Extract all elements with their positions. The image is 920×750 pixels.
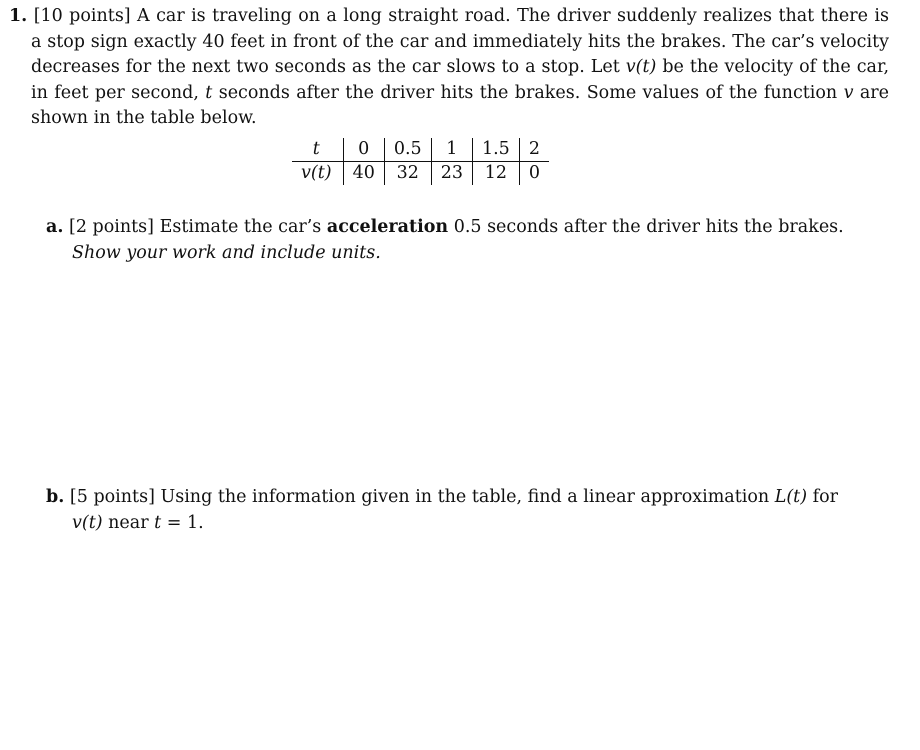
table-cell-v-4: 0	[519, 162, 549, 186]
table-cell-t-4: 2	[519, 138, 549, 162]
part-b-velocity-symbol: v(t)	[72, 512, 103, 533]
problem-text-1: A car is traveling on a long straight road. The driver suddenly realizes that there is a stop sign exactly 40 feet in front of the car and immediately hits the brakes. The car’s velocity decreases for the next two seconds as the car slows to a stop. Let	[31, 6, 889, 77]
problem-statement	[9, 4, 889, 132]
problem-text-3: seconds after the driver hits the brakes. Some values of the function	[212, 82, 844, 103]
part-b-line-1	[46, 487, 838, 507]
part-b-text-2: for	[807, 487, 838, 507]
part-b	[46, 485, 876, 536]
part-a-line-1	[46, 217, 844, 237]
part-b-t-symbol: t	[154, 512, 162, 533]
time-variable-symbol: t	[205, 82, 213, 103]
problem-body	[9, 4, 889, 132]
table-cell-t-2: 1	[431, 138, 472, 162]
part-a-label: a.	[46, 217, 64, 237]
part-a-text-2: 0.5 seconds after the driver hits the brakes.	[448, 217, 844, 237]
part-a-points: [2 points]	[69, 217, 154, 237]
table-cell-v-3: 12	[472, 162, 519, 186]
velocity-table	[292, 138, 549, 185]
velocity-table-wrapper	[292, 138, 549, 185]
part-b-text-4: = 1.	[161, 512, 204, 533]
linear-approx-symbol: L(t)	[774, 487, 808, 507]
table-header-v: v(t)	[301, 163, 332, 183]
part-a-bold-word: acceleration	[326, 217, 449, 237]
part-a	[46, 215, 876, 266]
function-v-symbol: v	[843, 82, 854, 103]
problem-number: 1.	[9, 6, 28, 26]
part-b-text-1: Using the information given in the table, find a linear approximation	[154, 487, 775, 507]
part-b-line-2	[46, 511, 876, 537]
problem-points: [10 points]	[33, 6, 131, 26]
table-cell-t-3: 1.5	[472, 138, 519, 162]
velocity-function-symbol: v(t)	[625, 57, 657, 77]
problem-text-4: are shown in the table below.	[31, 82, 890, 128]
part-b-label: b.	[46, 487, 65, 507]
table-row-v	[292, 162, 549, 186]
table-header-t: t	[292, 138, 343, 162]
part-a-instruction: Show your work and include units.	[72, 242, 381, 263]
table-cell-t-1: 0.5	[384, 138, 431, 162]
part-a-text-1: Estimate the car’s	[154, 217, 327, 237]
part-b-points: [5 points]	[69, 487, 155, 507]
table-cell-v-1: 32	[384, 162, 431, 186]
part-b-text-3: near	[102, 512, 155, 533]
table-cell-v-2: 23	[431, 162, 472, 186]
table-cell-v-0: 40	[343, 162, 384, 186]
problem-text-2: be the velocity of the car, in feet per second,	[31, 57, 890, 103]
table-cell-t-0: 0	[343, 138, 384, 162]
table-row-t	[292, 138, 549, 162]
